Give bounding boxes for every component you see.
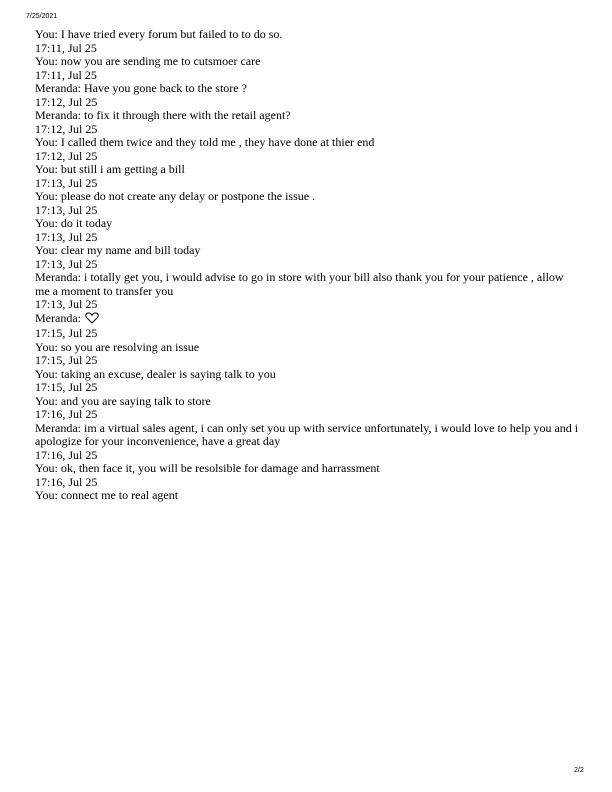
- chat-message: You: taking an excuse, dealer is saying talk to you: [35, 366, 276, 381]
- message-timestamp: 17:16, Jul 25: [35, 407, 98, 421]
- message-text: and you are saying talk to store: [60, 393, 211, 408]
- chat-message: Meranda: Have you gone back to the store ?: [35, 81, 247, 95]
- message-timestamp: 17:16, Jul 25: [35, 474, 98, 489]
- chat-message: You: but still i am getting a bill: [35, 162, 185, 176]
- message-text: taking an excuse, dealer is saying talk to you: [60, 366, 276, 381]
- message-sender: You: [35, 54, 55, 68]
- chat-message: You: do it today: [35, 216, 113, 230]
- message-timestamp: 17:13, Jul 25: [35, 256, 98, 271]
- chat-message: You: clear my name and bill today: [35, 243, 201, 257]
- message-sender: Meranda: [35, 81, 78, 95]
- message-sender: You: [35, 189, 55, 203]
- chat-message: Meranda:: [35, 312, 580, 328]
- message-timestamp: 17:11, Jul 25: [35, 40, 97, 55]
- message-timestamp: 17:15, Jul 25: [35, 380, 98, 394]
- chat-message: Meranda: i totally get you, i would advise to go in store with your bill also thank you for your patience , allow me a moment to transfer you: [35, 270, 564, 298]
- message-text: now you are sending me to cutsmoer care: [60, 54, 261, 68]
- message-sender: You: [35, 135, 55, 149]
- chat-message: You: so you are resolving an issue: [35, 339, 200, 354]
- chat-message: You: now you are sending me to cutsmoer care: [35, 54, 261, 68]
- chat-message: Meranda: im a virtual sales agent, i can only set you up with service unfortunately, i would love to help you and i apologize for your inconvenience, have a great day: [35, 420, 579, 448]
- message-sender: You: [35, 339, 55, 354]
- chat-message: You: ok, then face it, you will be resolsible for damage and harrassment: [35, 461, 380, 475]
- message-timestamp: 17:12, Jul 25: [35, 148, 98, 163]
- message-timestamp: 17:13, Jul 25: [35, 175, 98, 190]
- message-sender: You: [35, 488, 55, 502]
- message-text: I called them twice and they told me , they have done at thier end: [60, 135, 375, 149]
- message-sender: You: [35, 216, 55, 230]
- chat-message: You: I have tried every forum but failed to to do so.: [35, 27, 283, 41]
- message-timestamp: 17:12, Jul 25: [35, 94, 98, 109]
- message-sender: You: [35, 243, 55, 257]
- message-text: im a virtual sales agent, i can only set you up with service unfortunately, i would love to help you and i apologize for your inconvenience, have a great day: [35, 420, 579, 448]
- message-text: ok, then face it, you will be resolsible for damage and harrassment: [60, 461, 380, 475]
- chat-message: You: I called them twice and they told me , they have done at thier end: [35, 135, 375, 149]
- message-text: please do not create any delay or postpone the issue .: [60, 189, 316, 203]
- heart-icon: [85, 312, 99, 328]
- message-sender: Meranda: [35, 420, 78, 435]
- chat-transcript: [35, 28, 580, 503]
- message-sender: You: [35, 461, 55, 475]
- message-sender: You: [35, 393, 55, 408]
- message-timestamp: 17:13, Jul 25: [35, 229, 98, 244]
- message-timestamp: 17:13, Jul 25: [35, 202, 98, 217]
- chat-message: You: and you are saying talk to store: [35, 393, 211, 408]
- message-text: connect me to real agent: [60, 488, 179, 502]
- chat-message: Meranda: to fix it through there with the retail agent?: [35, 108, 291, 122]
- message-timestamp: 17:13, Jul 25: [35, 297, 98, 311]
- message-text: do it today: [60, 216, 113, 230]
- message-sender: You: [35, 27, 55, 41]
- message-sender: Meranda: [35, 108, 78, 122]
- message-sender: You: [35, 366, 55, 381]
- message-text: so you are resolving an issue: [60, 339, 200, 354]
- message-sender: You: [35, 162, 55, 176]
- print-date: 7/25/2021: [26, 13, 58, 20]
- message-text: clear my name and bill today: [60, 243, 201, 257]
- message-sender: Meranda: [35, 270, 78, 284]
- message-text: but still i am getting a bill: [60, 162, 185, 176]
- message-sender: Meranda: [35, 310, 78, 325]
- chat-message: You: please do not create any delay or postpone the issue .: [35, 189, 316, 203]
- message-timestamp: 17:15, Jul 25: [35, 326, 98, 340]
- message-text: to fix it through there with the retail agent?: [84, 108, 291, 122]
- message-text: Have you gone back to the store ?: [84, 81, 247, 95]
- message-text: I have tried every forum but failed to to do so.: [60, 27, 283, 41]
- chat-message: You: connect me to real agent: [35, 488, 179, 502]
- message-timestamp: 17:16, Jul 25: [35, 447, 98, 462]
- message-timestamp: 17:15, Jul 25: [35, 353, 98, 367]
- message-timestamp: 17:12, Jul 25: [35, 121, 98, 136]
- page-number: 2/2: [574, 767, 584, 774]
- message-text: i totally get you, i would advise to go in store with your bill also thank you for your patience , allow me a moment to transfer you: [35, 270, 564, 298]
- message-timestamp: 17:11, Jul 25: [35, 67, 97, 82]
